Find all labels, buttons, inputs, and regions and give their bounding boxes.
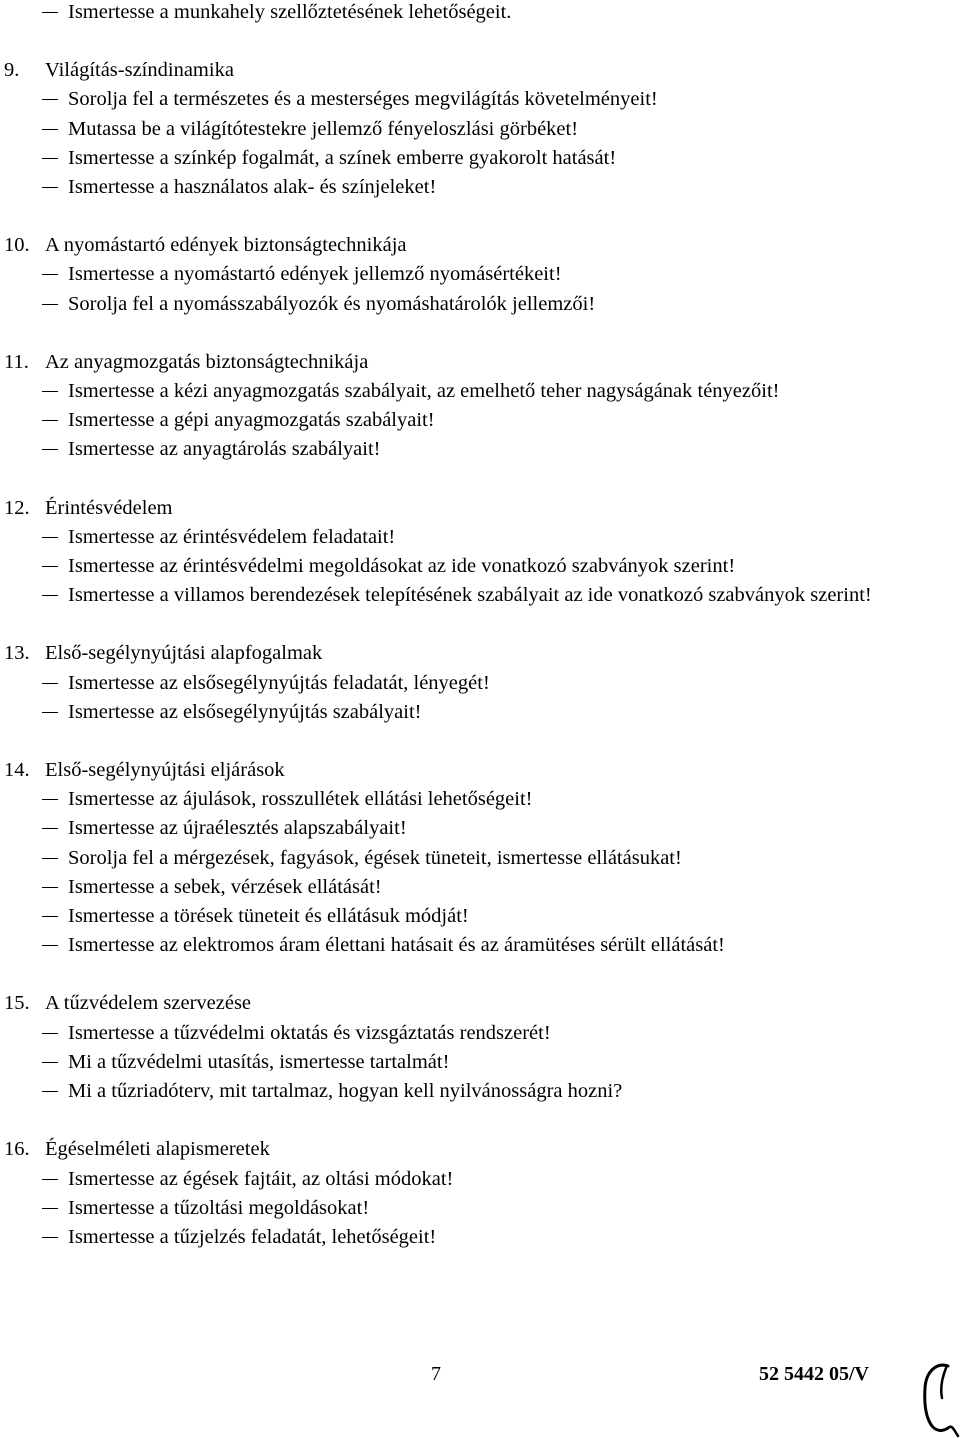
dash-bullet-icon <box>42 916 58 917</box>
dash-bullet-icon <box>42 274 58 275</box>
list-item <box>0 260 960 289</box>
section-heading <box>0 56 960 85</box>
list-item-text: Mi a tűzriadóterv, mit tartalmaz, hogyan kell nyilvánosságra hozni? <box>68 1080 623 1103</box>
list-item <box>0 1165 960 1194</box>
section <box>0 639 960 727</box>
list-item <box>0 523 960 552</box>
section <box>0 348 960 465</box>
dash-bullet-icon <box>42 1033 58 1034</box>
dash-bullet-icon <box>42 449 58 450</box>
dash-bullet-icon <box>42 99 58 100</box>
section <box>0 756 960 960</box>
handwritten-initial-signature <box>918 1358 960 1438</box>
section <box>0 494 960 611</box>
list-item <box>0 581 960 610</box>
section-heading <box>0 989 960 1018</box>
list-item-text: Ismertesse az elektromos áram élettani hatásait és az áramütéses sérült ellátását! <box>68 934 725 957</box>
dash-bullet-icon <box>42 304 58 305</box>
dash-bullet-icon <box>42 595 58 596</box>
list-item <box>0 435 960 464</box>
list-item <box>0 115 960 144</box>
list-item <box>0 1223 960 1252</box>
list-item <box>0 377 960 406</box>
list-item-text: Ismertesse a nyomástartó edények jellemző nyomásértékeit! <box>68 263 562 286</box>
dash-bullet-icon <box>42 887 58 888</box>
dash-bullet-icon <box>42 12 58 13</box>
dash-bullet-icon <box>42 1208 58 1209</box>
dash-bullet-icon <box>42 129 58 130</box>
list-item-text: Sorolja fel a nyomásszabályozók és nyomáshatárolók jellemzői! <box>68 292 596 315</box>
list-item-text: Sorolja fel a természetes és a mesterséges megvilágítás követelményeit! <box>68 88 658 111</box>
list-item <box>0 144 960 173</box>
section-number: 16. <box>4 1138 30 1161</box>
list-item <box>0 552 960 581</box>
list-item-text: Ismertesse az anyagtárolás szabályait! <box>68 438 381 461</box>
list-item-text: Ismertesse az újraélesztés alapszabályait! <box>68 817 407 840</box>
section-title: A tűzvédelem szervezése <box>45 992 252 1015</box>
list-item-text: Mutassa be a világítótestekre jellemző fényeloszlási görbéket! <box>68 117 579 140</box>
list-item-text: Ismertesse az égések fajtáit, az oltási módokat! <box>68 1167 454 1190</box>
dash-bullet-icon <box>42 537 58 538</box>
list-item <box>0 669 960 698</box>
dash-bullet-icon <box>42 799 58 800</box>
list-item <box>0 785 960 814</box>
section <box>0 989 960 1106</box>
dash-bullet-icon <box>42 391 58 392</box>
section-heading <box>0 639 960 668</box>
list-item <box>0 290 960 319</box>
list-item <box>0 931 960 960</box>
dash-bullet-icon <box>42 1237 58 1238</box>
list-item <box>0 0 960 27</box>
section-title: Égéselméleti alapismeretek <box>45 1138 270 1161</box>
list-item-text: Ismertesse az ájulások, rosszullétek ellátási lehetőségeit! <box>68 788 533 811</box>
section-number: 15. <box>4 992 30 1015</box>
section-heading <box>0 756 960 785</box>
section-heading <box>0 494 960 523</box>
section <box>0 0 960 27</box>
list-item <box>0 85 960 114</box>
dash-bullet-icon <box>42 828 58 829</box>
list-item <box>0 844 960 873</box>
list-item-text: Sorolja fel a mérgezések, fagyások, égések tüneteit, ismertesse ellátásukat! <box>68 846 682 869</box>
list-item <box>0 873 960 902</box>
section <box>0 1135 960 1252</box>
list-item <box>0 814 960 843</box>
list-item-text: Ismertesse az érintésvédelem feladatait! <box>68 525 396 548</box>
list-item-text: Ismertesse az érintésvédelmi megoldásokat az ide vonatkozó szabványok szerint! <box>68 555 736 578</box>
list-item <box>0 406 960 435</box>
list-item-text: Mi a tűzvédelmi utasítás, ismertesse tartalmát! <box>68 1050 450 1073</box>
page-number: 7 <box>431 1363 441 1385</box>
list-item-text: Ismertesse a sebek, vérzések ellátását! <box>68 875 382 898</box>
list-item-text: Ismertesse a villamos berendezések telepítésének szabályait az ide vonatkozó szabványok szerint! <box>68 584 872 607</box>
document-code: 52 5442 05/V <box>759 1363 869 1385</box>
section-number: 13. <box>4 642 30 665</box>
section-number: 11. <box>4 350 29 373</box>
list-item-text: Ismertesse a munkahely szellőztetésének lehetőségeit. <box>68 1 512 23</box>
dash-bullet-icon <box>42 858 58 859</box>
list-item-text: Ismertesse a használatos alak- és színjeleket! <box>68 176 437 199</box>
list-item-text: Ismertesse a tűzvédelmi oktatás és vizsgáztatás rendszerét! <box>68 1021 551 1044</box>
section-title: Első-segélynyújtási alapfogalmak <box>45 642 323 665</box>
section <box>0 56 960 202</box>
section-title: Világítás-színdinamika <box>45 59 234 82</box>
section-number: 14. <box>4 759 30 782</box>
section-number: 9. <box>4 59 20 82</box>
section-heading <box>0 231 960 260</box>
list-item-text: Ismertesse a tűzoltási megoldásokat! <box>68 1196 370 1219</box>
list-item-text: Ismertesse az elsősegélynyújtás szabályait! <box>68 700 422 723</box>
dash-bullet-icon <box>42 158 58 159</box>
dash-bullet-icon <box>42 187 58 188</box>
list-item <box>0 1194 960 1223</box>
dash-bullet-icon <box>42 420 58 421</box>
dash-bullet-icon <box>42 945 58 946</box>
page-footer <box>0 1359 960 1389</box>
list-item <box>0 902 960 931</box>
section-number: 10. <box>4 234 30 257</box>
section-number: 12. <box>4 496 30 519</box>
dash-bullet-icon <box>42 1179 58 1180</box>
list-item-text: Ismertesse a színkép fogalmát, a színek emberre gyakorolt hatását! <box>68 146 617 169</box>
section <box>0 231 960 319</box>
dash-bullet-icon <box>42 566 58 567</box>
section-title: Az anyagmozgatás biztonságtechnikája <box>45 350 369 373</box>
dash-bullet-icon <box>42 1091 58 1092</box>
section-title: Érintésvédelem <box>45 496 173 519</box>
list-item-text: Ismertesse a kézi anyagmozgatás szabályait, az emelhető teher nagyságának tényezőit! <box>68 380 780 403</box>
list-item-text: Ismertesse a gépi anyagmozgatás szabályait! <box>68 409 435 432</box>
dash-bullet-icon <box>42 712 58 713</box>
section-heading <box>0 348 960 377</box>
list-item <box>0 173 960 202</box>
list-item <box>0 1048 960 1077</box>
list-item <box>0 1019 960 1048</box>
section-heading <box>0 1135 960 1164</box>
list-item <box>0 1077 960 1106</box>
section-title: A nyomástartó edények biztonságtechnikája <box>45 234 407 257</box>
list-item-text: Ismertesse az elsősegélynyújtás feladatát, lényegét! <box>68 671 490 694</box>
section-title: Első-segélynyújtási eljárások <box>45 759 285 782</box>
dash-bullet-icon <box>42 1062 58 1063</box>
list-item <box>0 698 960 727</box>
list-item-text: Ismertesse a tűzjelzés feladatát, lehetőségeit! <box>68 1225 437 1248</box>
list-item-text: Ismertesse a törések tüneteit és ellátásuk módját! <box>68 905 469 928</box>
dash-bullet-icon <box>42 683 58 684</box>
